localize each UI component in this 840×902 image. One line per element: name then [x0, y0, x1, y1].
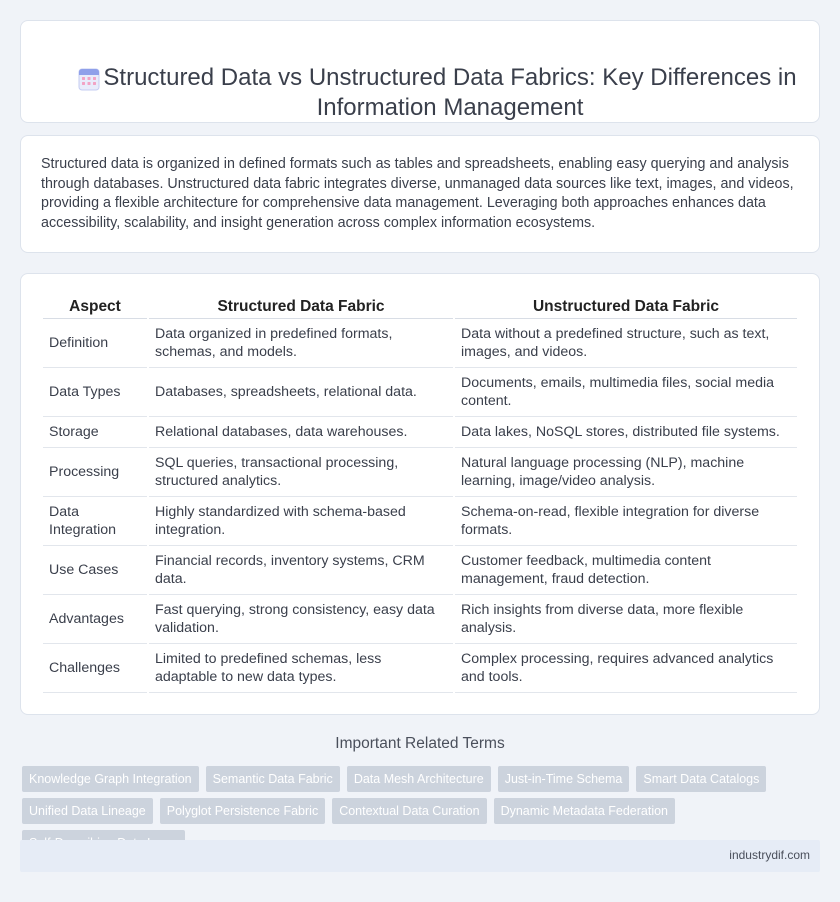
table-row [43, 497, 797, 546]
row-unstructured: Schema-on-read, flexible integration for diverse formats. [455, 497, 797, 546]
row-aspect: Definition [43, 319, 147, 368]
row-unstructured: Rich insights from diverse data, more flexible analysis. [455, 595, 797, 644]
related-term-tag[interactable]: Just-in-Time Schema [498, 766, 630, 792]
row-unstructured: Data without a predefined structure, such as text, images, and videos. [455, 319, 797, 368]
table-row [43, 546, 797, 595]
row-structured: Financial records, inventory systems, CRM data. [149, 546, 453, 595]
comparison-table [41, 295, 799, 693]
table-header-row [43, 295, 797, 319]
row-unstructured: Customer feedback, multimedia content management, fraud detection. [455, 546, 797, 595]
row-unstructured: Data lakes, NoSQL stores, distributed file systems. [455, 417, 797, 448]
table-row [43, 595, 797, 644]
related-term-tag[interactable]: Dynamic Metadata Federation [494, 798, 675, 824]
table-row [43, 644, 797, 693]
intro-card [20, 135, 820, 253]
row-structured: Databases, spreadsheets, relational data. [149, 368, 453, 417]
related-terms-heading: Important Related Terms [335, 735, 505, 752]
table-row [43, 319, 797, 368]
header-structured: Structured Data Fabric [149, 295, 453, 319]
intro-paragraph: Structured data is organized in defined formats such as tables and spreadsheets, enabling easy querying and analysis through databases. Unstructured data fabric integrates diverse, unmanaged data sources like text, images, and videos, providing a flexible architecture for comprehensive data management. Leveraging both approaches enhances data accessibility, scalability, and insight generation across complex information ecosystems. [41, 156, 794, 231]
row-structured: Fast querying, strong consistency, easy data validation. [149, 595, 453, 644]
row-unstructured: Documents, emails, multimedia files, social media content. [455, 368, 797, 417]
row-unstructured: Complex processing, requires advanced analytics and tools. [455, 644, 797, 693]
table-row [43, 368, 797, 417]
related-term-tag[interactable]: Semantic Data Fabric [206, 766, 340, 792]
page-title: Structured Data vs Unstructured Data Fabrics: Key Differences in Information Management [103, 64, 797, 121]
related-term-tag[interactable]: Smart Data Catalogs [636, 766, 766, 792]
header-aspect: Aspect [43, 295, 147, 319]
row-aspect: Data Integration [43, 497, 147, 546]
footer-site-link[interactable]: industrydif.com [729, 848, 810, 862]
row-structured: Limited to predefined schemas, less adaptable to new data types. [149, 644, 453, 693]
row-aspect: Challenges [43, 644, 147, 693]
related-term-tag[interactable]: Contextual Data Curation [332, 798, 486, 824]
comparison-card [20, 273, 820, 715]
related-term-tag[interactable]: Unified Data Lineage [22, 798, 153, 824]
row-aspect: Data Types [43, 368, 147, 417]
row-aspect: Use Cases [43, 546, 147, 595]
title-card [20, 20, 820, 123]
table-row [43, 448, 797, 497]
table-row [43, 417, 797, 448]
row-structured: Highly standardized with schema-based integration. [149, 497, 453, 546]
related-term-tag[interactable]: Knowledge Graph Integration [22, 766, 199, 792]
row-aspect: Advantages [43, 595, 147, 644]
calendar-grid-icon [78, 67, 100, 91]
row-aspect: Storage [43, 417, 147, 448]
footer [20, 840, 820, 872]
related-term-tag[interactable]: Polyglot Persistence Fabric [160, 798, 325, 824]
row-unstructured: Natural language processing (NLP), machine learning, image/video analysis. [455, 448, 797, 497]
related-term-tag[interactable]: Data Mesh Architecture [347, 766, 491, 792]
header-unstructured: Unstructured Data Fabric [455, 295, 797, 319]
row-structured: SQL queries, transactional processing, structured analytics. [149, 448, 453, 497]
row-structured: Relational databases, data warehouses. [149, 417, 453, 448]
row-structured: Data organized in predefined formats, schemas, and models. [149, 319, 453, 368]
row-aspect: Processing [43, 448, 147, 497]
